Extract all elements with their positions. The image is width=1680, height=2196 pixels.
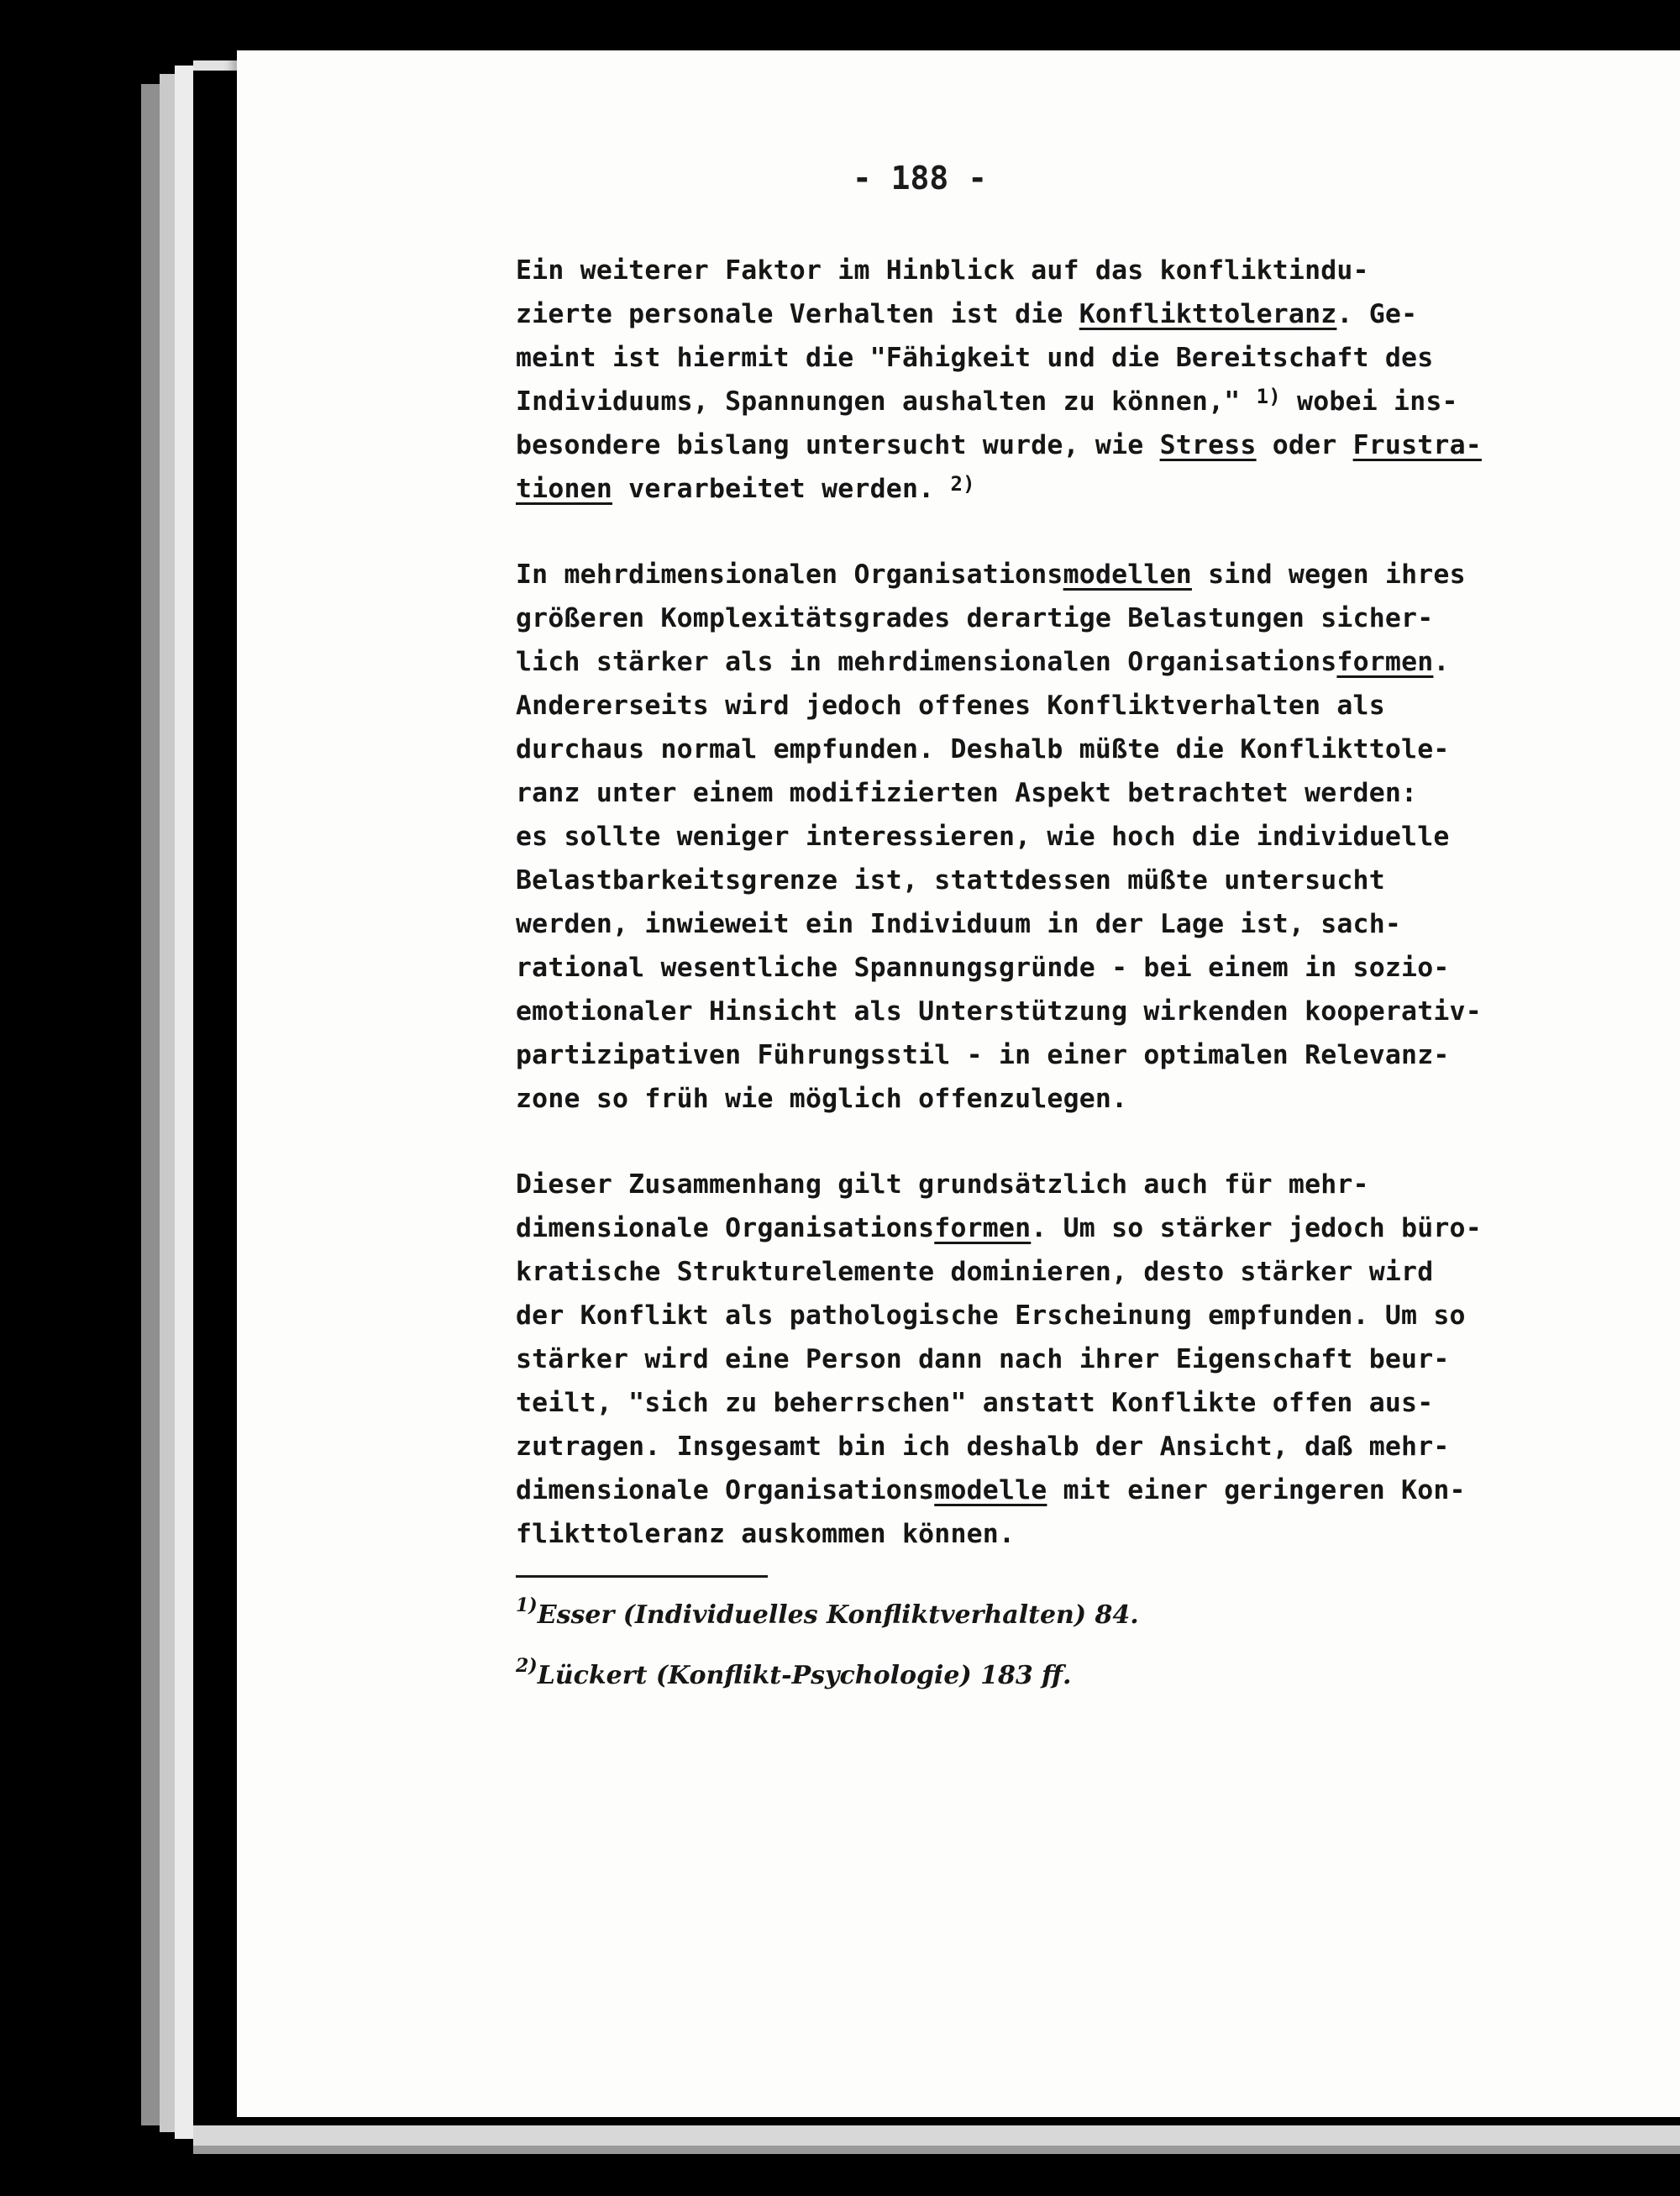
footnote-2 (516, 1655, 1072, 1690)
text-line: emotionaler Hinsicht als Unterstützung wirkenden kooperativ- (516, 996, 1482, 1027)
text-line: zone so früh wie möglich offenzulegen. (516, 1084, 1128, 1114)
footnote-text: Esser (Individuelles Konfliktverhalten) 84. (537, 1600, 1139, 1630)
underlined-term: Konflikttoleranz (1079, 299, 1337, 329)
text-line: größeren Komplexitätsgrades derartige Belastungen sicher- (516, 603, 1434, 633)
underlined-term: formen (934, 1213, 1032, 1243)
footnote-ref: 2) (950, 472, 975, 496)
text-line: lich stärker als in mehrdimensionalen Organisationsformen. (516, 647, 1450, 677)
footnote-separator (516, 1575, 768, 1578)
text-line: In mehrdimensionalen Organisationsmodellen sind wegen ihres (516, 560, 1466, 590)
footnote-1 (516, 1594, 1139, 1630)
book-edge-mid (160, 74, 175, 2132)
text-line: Andererseits wird jedoch offenes Konfliktverhalten als (516, 691, 1385, 721)
text-line: stärker wird eine Person dann nach ihrer Eigenschaft beur- (516, 1344, 1450, 1374)
book-edge-light (175, 66, 193, 2139)
text-line: rational wesentliche Spannungsgründe - bei einem in sozio- (516, 953, 1450, 983)
underlined-term: Stress (1159, 430, 1257, 460)
underlined-term: modellen (1063, 560, 1192, 590)
text-line: Individuums, Spannungen aushalten zu können," $^{1)}$ wobei ins- (516, 385, 1458, 417)
text-line: ranz unter einem modifizierten Aspekt betrachtet werden: (516, 778, 1418, 808)
book-edge-dark (141, 84, 160, 2125)
underlined-term: modelle (934, 1475, 1047, 1505)
text-line: werden, inwieweit ein Individuum in der Lage ist, sach- (516, 909, 1402, 939)
book-edge-bottom-shadow (193, 2146, 1680, 2154)
text-line: dimensionale Organisationsmodelle mit einer geringeren Kon- (516, 1475, 1466, 1505)
text-line: der Konflikt als pathologische Erscheinung empfunden. Um so (516, 1300, 1466, 1331)
text-line: es sollte weniger interessieren, wie hoch die individuelle (516, 822, 1450, 852)
text-line: durchaus normal empfunden. Deshalb müßte die Konflikttole- (516, 734, 1450, 764)
text-line: Belastbarkeitsgrenze ist, stattdessen müßte untersucht (516, 865, 1385, 896)
text-line: zutragen. Insgesamt bin ich deshalb der Ansicht, daß mehr- (516, 1432, 1450, 1462)
underlined-term: tionen (516, 474, 612, 504)
text-line: Ein weiterer Faktor im Hinblick auf das konfliktindu- (516, 255, 1369, 286)
underlined-term: Frustra- (1352, 430, 1482, 460)
footnote-text: Lückert (Konflikt-Psychologie) 183 ff. (537, 1661, 1072, 1690)
text-line: tionen verarbeitet werden. $^{2)}$ (516, 472, 975, 504)
footnote-mark: 2) (516, 1655, 538, 1677)
book-edge-bottom (193, 2125, 1680, 2146)
page-number: - 188 - (852, 160, 988, 197)
text-line: Dieser Zusammenhang gilt grundsätzlich auch für mehr- (516, 1169, 1369, 1200)
text-line: flikttoleranz auskommen können. (516, 1519, 1016, 1549)
text-line: teilt, "sich zu beherrschen" anstatt Konflikte offen aus- (516, 1388, 1434, 1418)
text-line: besondere bislang untersucht wurde, wie Stress oder Frustra- (516, 430, 1482, 460)
text-line: partizipativen Führungsstil - in einer optimalen Relevanz- (516, 1040, 1450, 1070)
text-line: dimensionale Organisationsformen. Um so stärker jedoch büro- (516, 1213, 1482, 1243)
underlined-term: formen (1336, 647, 1434, 677)
footnote-ref: 1) (1256, 385, 1281, 408)
text-line: kratische Strukturelemente dominieren, desto stärker wird (516, 1257, 1434, 1287)
text-line: zierte personale Verhalten ist die Konflikttoleranz. Ge- (516, 299, 1418, 329)
text-line: meint ist hiermit die "Fähigkeit und die Bereitschaft des (516, 343, 1434, 373)
footnote-mark: 1) (516, 1594, 538, 1616)
